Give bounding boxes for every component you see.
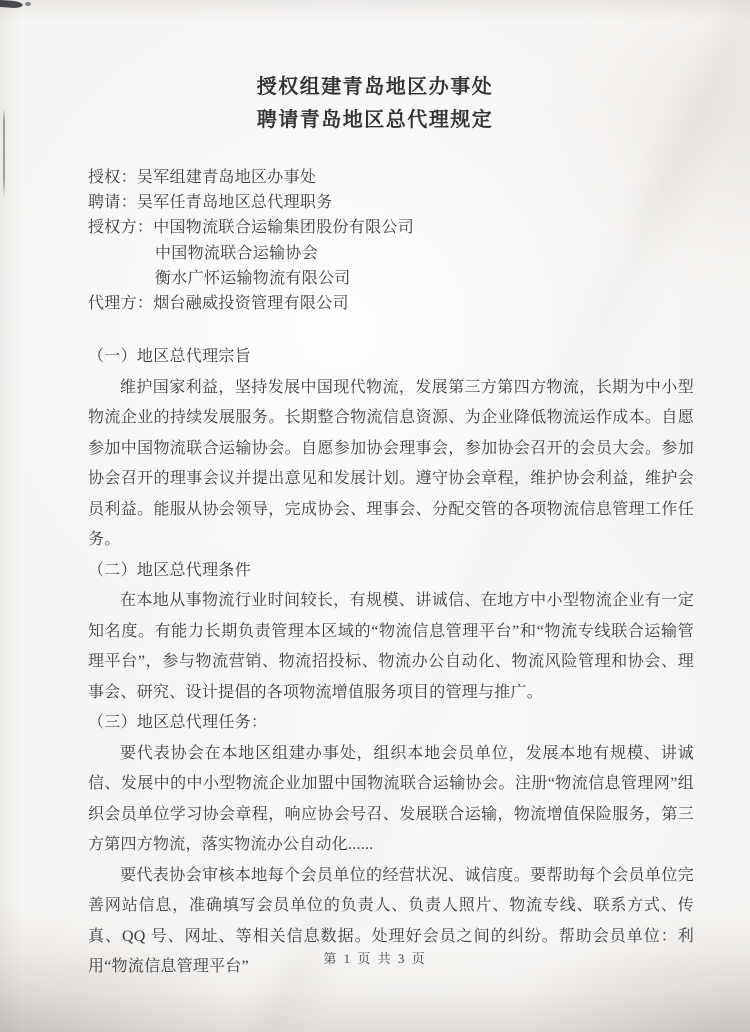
header-value: 中国物流联合运输协会: [155, 244, 319, 262]
header-line-authorizer-2: [88, 241, 708, 266]
header-label: 授权方：: [88, 219, 154, 237]
section-2-heading: （二）地区总代理条件: [88, 561, 252, 579]
header-label: 授权：: [88, 169, 137, 186]
header-value: 烟台融威投资管理有限公司: [153, 295, 349, 313]
header-label: 代理方：: [88, 295, 154, 313]
header-value: 中国物流联合运输集团股份有限公司: [153, 219, 415, 237]
section-1-heading: （一）地区总代理宗旨: [88, 348, 252, 365]
document-body: [88, 342, 694, 983]
document-header: [88, 165, 708, 316]
section-2-paragraph: 在本地从事物流行业时间较长，有规模、讲诚信、在地方中小型物流企业有一定知名度。有能力长期负责管理本区域的“物流信息管理平台”和“物流专线联合运输管理平台”，参与物流营销、物流招投标、物流办公自动化、物流风险管理和协会、理事会、研究、设计提倡的各项物流增值服务项目的管理与推广。: [88, 592, 694, 701]
header-value: 衡水广怀运输物流有限公司: [155, 269, 351, 287]
header-line-authorize: [88, 165, 708, 190]
section-3-paragraph-1: 要代表协会在本地区组建办事处，组织本地会员单位，发展本地有规模、讲诚信、发展中的中小型物流企业加盟中国物流联合运输协会。注册“物流信息管理网”组织会员单位学习协会章程，响应协会号召、发展联合运输，物流增值保险服务，第三方第四方物流，落实物流办公自动化......: [88, 744, 694, 853]
section-3-heading: （三）地区总代理任务：: [88, 714, 268, 731]
scan-artifact-corner-dot: [25, 2, 31, 6]
header-line-authorizer: [88, 215, 708, 240]
scan-artifact-corner-mark: [0, 0, 23, 9]
page-number-indicator: 第 1 页 共 3 页: [323, 951, 427, 966]
section-3-paragraph-2: 要代表协会审核本地每个会员单位的经营状况、诚信度。要帮助每个会员单位完善网站信息，准确填写会员单位的负责人、负责人照片、物流专线、联系方式、传真、QQ 号、网址、等相关信息数据。处理好会员之间的纠纷。帮助会员单位：利用“物流信息管理平台”: [88, 866, 694, 975]
title-line-1: 授权组建青岛地区办事处: [256, 76, 494, 98]
title-line-2: 聘请青岛地区总代理规定: [256, 109, 494, 131]
section-1-paragraph: 维护国家利益，坚持发展中国现代物流，发展第三方第四方物流，长期为中小型物流企业的持续发展服务。长期整合物流信息资源、为企业降低物流运作成本。自愿参加中国物流联合运输协会。自愿参加协会理事会，参加协会召开的会员大会。参加协会召开的理事会议并提出意见和发展计划。遵守协会章程，维护协会利益，维护会员利益。能服从协会领导，完成协会、理事会、分配交管的各项物流信息管理工作任务。: [88, 378, 694, 548]
document-title: [0, 71, 750, 137]
header-line-agent: [88, 291, 708, 316]
header-value: 吴军任青岛地区总代理职务: [136, 194, 333, 212]
header-value: 吴军组建青岛地区办事处: [136, 169, 317, 186]
header-label: 聘请：: [88, 194, 137, 212]
header-line-hire: [88, 190, 708, 215]
header-line-authorizer-3: [88, 266, 708, 291]
